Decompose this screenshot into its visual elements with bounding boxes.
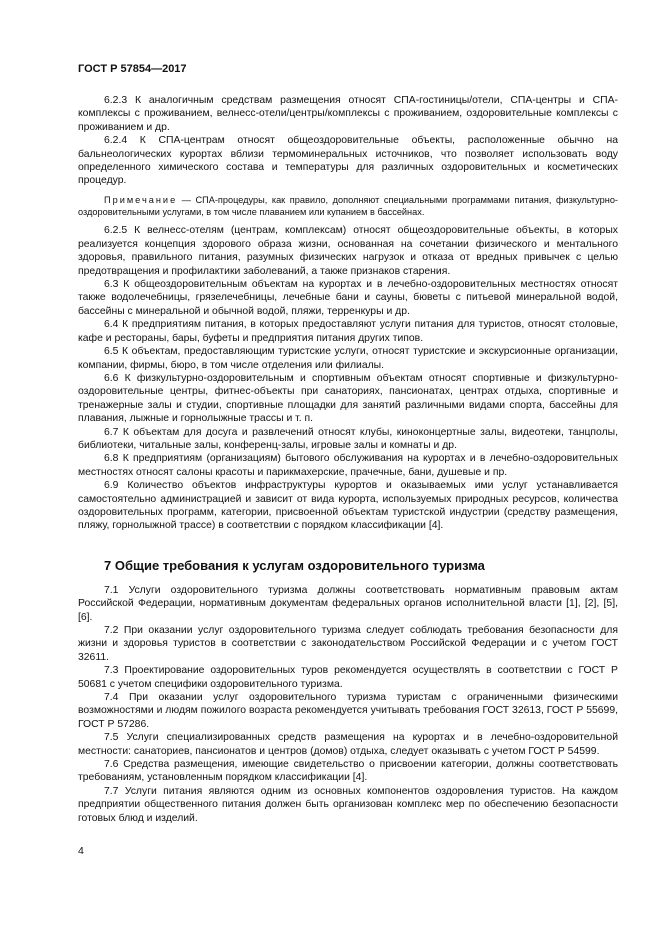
paragraph-6-2-5: 6.2.5 К велнесс-отелям (центрам, комплексам) относят общеоздоровительные объекты, в которых реализуется концепция здорового образа жизни, основанная на сочетании физического и ментального здоровья, правильного питания, разумных физических нагрузок и отказа от вредных привычек с целью предотвращения и профилактики заболеваний, а также признаков старения. xyxy=(78,225,618,277)
paragraph-6-4: 6.4 К предприятиям питания, в которых предоставляют услуги питания для туристов, относят столовые, кафе и рестораны, бары, буфеты и предприятия питания других типов. xyxy=(78,319,618,344)
paragraph-6-3: 6.3 К общеоздоровительным объектам на курортах и в лечебно-оздоровительных местностях относят также водолечебницы, грязелечебницы, лечебные бани и сауны, бюветы с питьевой минеральной водой, бассейны с минеральной и обычной водой, пляжи, терренкуры и др. xyxy=(78,279,618,317)
paragraph-6-9: 6.9 Количество объектов инфраструктуры курортов и оказываемых ими услуг устанавливается самостоятельно администрацией и зависит от вида курорта, используемых природных ресурсов, количества оздоровительных программ, категории, присвоенной объектам туристской индустрии (средству размещения, пляжу, горнолыжной трассе) в соответствии с порядком классификации [4]. xyxy=(78,480,618,532)
paragraph-6-8: 6.8 К предприятиям (организациям) бытового обслуживания на курортах и в лечебно-оздоровительных местностях относят салоны красоты и парикмахерские, прачечные, бани, душевые и пр. xyxy=(78,453,618,478)
paragraph-6-2-4: 6.2.4 К СПА-центрам относят общеоздоровительные объекты, расположенные обычно на бальнеологических курортах вблизи термоминеральных источников, что позволяет использовать воду определенного химического состава и температуры для различных оздоровительных и косметических процедур. xyxy=(78,135,618,187)
paragraph-6-2-3: 6.2.3 К аналогичным средствам размещения относят СПА-гостиницы/отели, СПА-центры и СПА-комплексы с проживанием, велнесс-отели/центры/комплексы с проживанием, оздоровительные комплексы с проживанием и др. xyxy=(78,95,618,133)
note xyxy=(78,194,618,219)
paragraph-7-1: 7.1 Услуги оздоровительного туризма должны соответствовать нормативным правовым актам Российской Федерации, нормативным документам федеральных органов исполнительной власти [1], [2], [5], [6]. xyxy=(78,584,618,623)
paragraph-7-5: 7.5 Услуги специализированных средств размещения на курортах и в лечебно-оздоровительной местности: санаториев, пансионатов и центров (домов) отдыха, следует оказывать с учетом ГОСТ Р 54599. xyxy=(78,732,618,757)
paragraph-7-7: 7.7 Услуги питания являются одним из основных компонентов оздоровления туристов. На каждом предприятии общественного питания должен быть организован комплекс мер по обеспечению безопасности готовых блюд и изделий. xyxy=(78,785,618,824)
paragraph-7-3: 7.3 Проектирование оздоровительных туров рекомендуется осуществлять в соответствии с ГОСТ Р 50681 с учетом специфики оздоровительного туризма. xyxy=(78,665,618,690)
paragraph-6-6: 6.6 К физкультурно-оздоровительным и спортивным объектам относят спортивные и физкультурно-оздоровительные центры, фитнес-объекты при санаториях, пансионатах, центрах отдыха, спортивные и тренажерные залы и студии, спортивные площадки для занятий различными видами спорта, бассейны для плавания, лыжные и горнолыжные трассы и т. п. xyxy=(78,372,618,425)
note-label: Примечание xyxy=(104,194,178,205)
document-header: ГОСТ Р 57854—2017 xyxy=(78,63,187,75)
document-body xyxy=(78,94,618,825)
paragraph-6-7: 6.7 К объектам для досуга и развлечений относят клубы, киноконцертные залы, видеотеки, танцполы, библиотеки, читальные залы, конференц-залы, игровые залы и комнаты и др. xyxy=(78,426,618,451)
paragraph-7-6: 7.6 Средства размещения, имеющие свидетельство о присвоении категории, должны соответствовать требованиям, установленным порядком классификации [4]. xyxy=(78,759,618,784)
note-text: — СПА-процедуры, как правило, дополняют специальными программами питания, физкультурно-оздоровительными услугами, в том числе плаванием или купанием в бассейнах. xyxy=(78,194,618,218)
paragraph-6-5: 6.5 К объектам, предоставляющим туристские услуги, относят туристские и экскурсионные организации, компании, фирмы, бюро, в том числе отделения или филиалы. xyxy=(78,346,618,371)
page-number: 4 xyxy=(78,845,84,857)
section-heading-7: 7 Общие требования к услугам оздоровительного туризма xyxy=(104,557,485,573)
paragraph-7-4: 7.4 При оказании услуг оздоровительного туризма туристам с ограниченными физическими возможностями и людям пожилого возраста рекомендуется учитывать требования ГОСТ 32613, ГОСТ Р 55699, ГОСТ Р 57286. xyxy=(78,692,618,730)
paragraph-7-2: 7.2 При оказании услуг оздоровительного туризма следует соблюдать требования безопасности для жизни и здоровья туристов в соответствии с законодательством Российской Федерации и с учетом ГОСТ 32611. xyxy=(78,625,618,663)
